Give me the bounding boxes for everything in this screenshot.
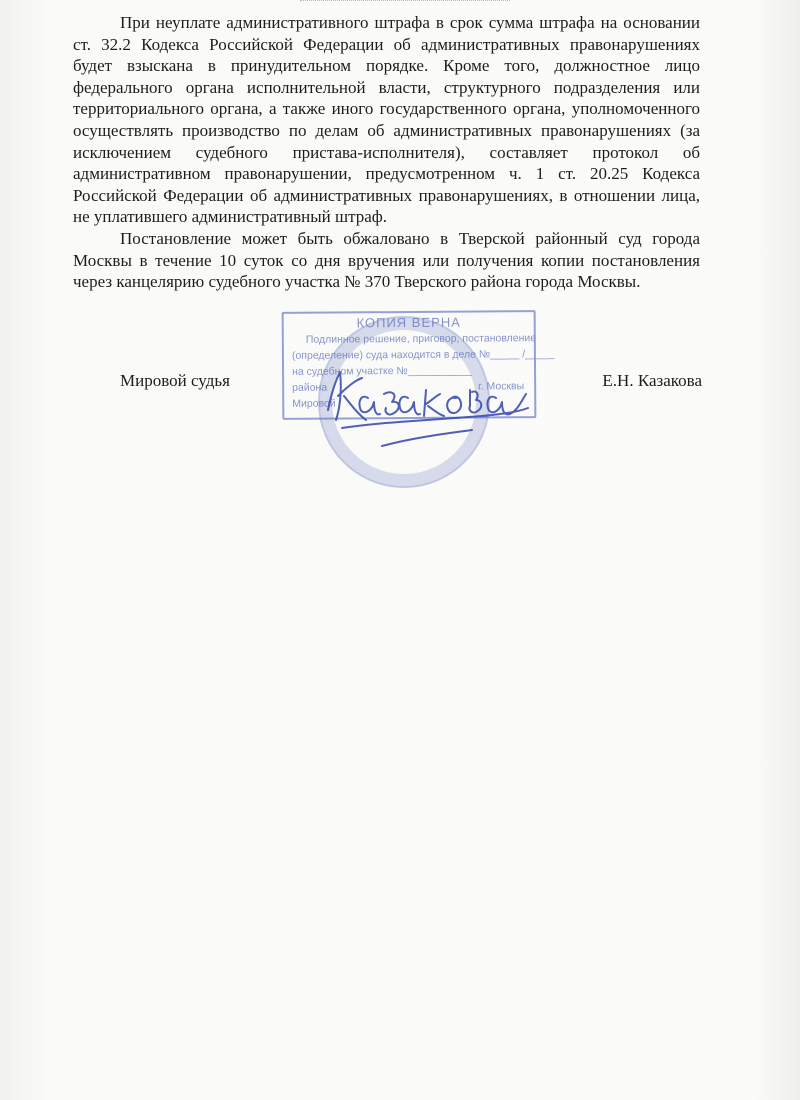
judge-name: Е.Н. Казакова bbox=[602, 371, 702, 390]
paragraph-appeal: Постановление может быть обжаловано в Тверской районный суд города Москвы в течение 10 суток со дня вручения или получения копии постановления через канцелярию судебного участка № 370 Тверского района города Москвы. bbox=[73, 228, 700, 292]
handwritten-signature bbox=[322, 350, 532, 460]
stamp-line: Подлинное решение, приговор, постановление bbox=[305, 332, 537, 346]
stamp-line: (определение) суда находится в деле №_____ /_____ bbox=[291, 347, 555, 362]
stamp-line: района bbox=[292, 381, 328, 394]
paragraph-penalty: При неуплате административного штрафа в срок сумма штрафа на основании ст. 32.2 Кодекса Российской Федерации об административных правонарушениях будет взыскана в принудительном порядке. Кроме того, должностное лицо федерального органа исполнительной власти, структурного подразделения или территориального органа, а также иного государственного органа, уполномоченного осуществлять производство по делам об административных правонарушениях (за исключением судебного пристава-исполнителя), составляет протокол об административном правонарушении, предусмотренном ч. 1 ст. 20.25 Кодекса Российской Федерации об административных правонарушениях, в отношении лица, не уплатившего административный штраф. bbox=[73, 13, 700, 227]
stamp-title: КОПИЯ ВЕРНА bbox=[356, 314, 461, 331]
stamp-line: на судебном участке №___________ bbox=[292, 364, 473, 378]
judge-title: Мировой судья bbox=[120, 371, 230, 390]
stamp-line: Мировой bbox=[292, 397, 336, 410]
page-top-edge bbox=[300, 0, 510, 7]
document-body bbox=[73, 12, 700, 293]
stamp-line-city: г. Москвы bbox=[478, 380, 525, 393]
